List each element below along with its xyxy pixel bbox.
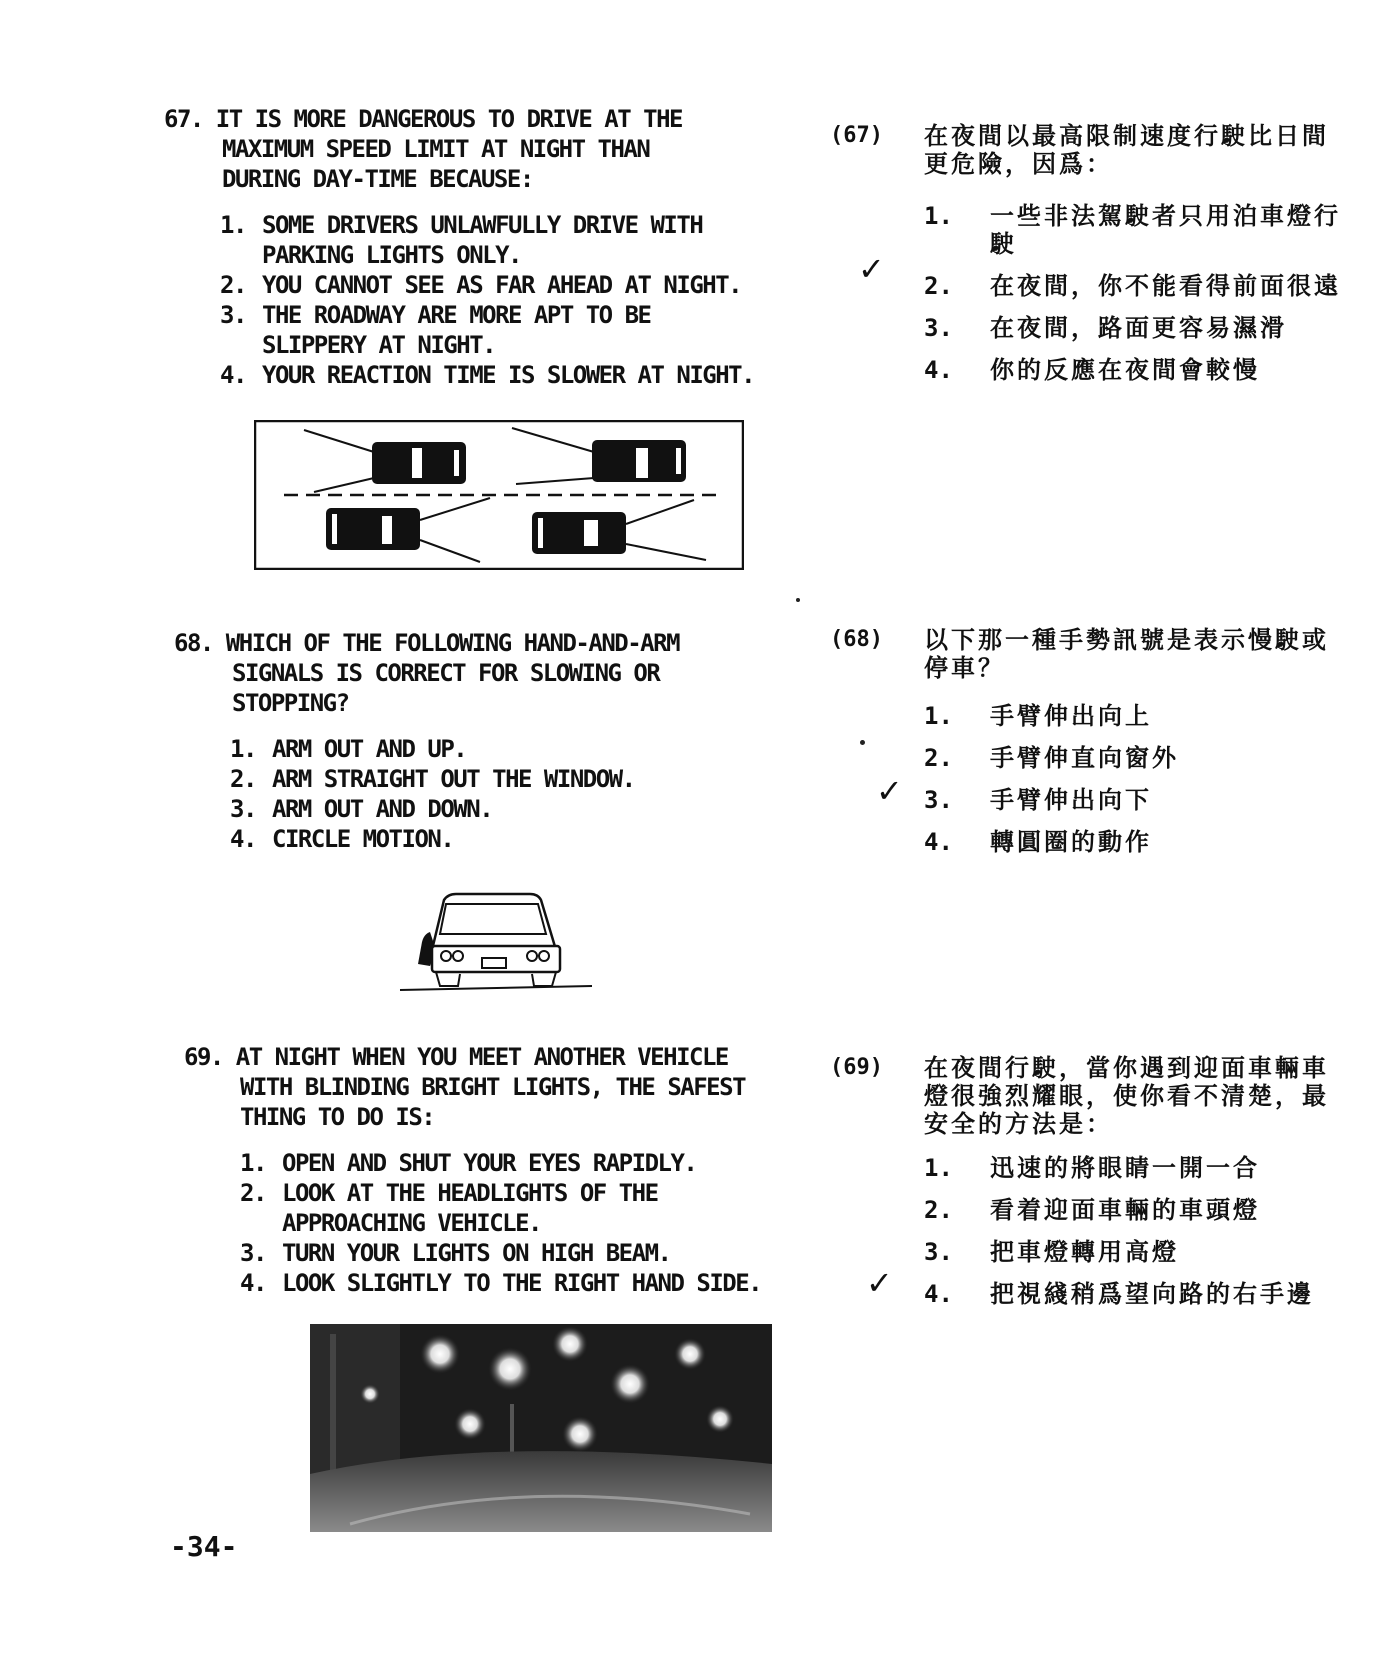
q68-chinese-number: (68) — [830, 627, 883, 652]
q67-stem-line-3: DURING DAY-TIME BECAUSE: — [222, 165, 533, 193]
q69-option-2: 2. LOOK AT THE HEADLIGHTS OF THE APPROACHING VEHICLE. — [240, 1179, 658, 1237]
q67-option-1: 1. SOME DRIVERS UNLAWFULLY DRIVE WITH PARKING LIGHTS ONLY. — [220, 211, 703, 269]
q69-stem-line-3: THING TO DO IS: — [240, 1103, 435, 1131]
q68-english — [174, 628, 679, 854]
q67-stem-line-2: MAXIMUM SPEED LIMIT AT NIGHT THAN — [222, 135, 650, 163]
page-number: -34- — [170, 1530, 238, 1563]
q67-chinese-option-2: 2. 在夜間，你不能看得前面很遠 — [924, 272, 1341, 300]
q69-stem-line-1: 69. AT NIGHT WHEN YOU MEET ANOTHER VEHICLE — [184, 1043, 728, 1071]
q69-chinese-option-2: 2. 看着迎面車輛的車頭燈 — [924, 1196, 1260, 1224]
q67-chinese-option-3: 3. 在夜間，路面更容易濕滑 — [924, 314, 1287, 342]
speck — [796, 598, 800, 602]
q68-answer-check-icon: ✓ — [876, 772, 903, 810]
q68-chinese-option-1: 1. 手臂伸出向上 — [924, 702, 1152, 730]
car-rear-hand-signal — [396, 890, 596, 994]
q68-chinese-option-3: 3. 手臂伸出向下 — [924, 786, 1152, 814]
q68-stem-line-3: STOPPING? — [232, 689, 349, 717]
q69-stem-line-2: WITH BLINDING BRIGHT LIGHTS, THE SAFEST — [240, 1073, 746, 1101]
q68-stem-line-1: 68. WHICH OF THE FOLLOWING HAND-AND-ARM — [174, 629, 680, 657]
q69-chinese-option-4: 4. 把視綫稍爲望向路的右手邊 — [924, 1280, 1314, 1308]
q67-option-3: 3. THE ROADWAY ARE MORE APT TO BE SLIPPERY AT NIGHT. — [220, 301, 651, 359]
q69-chinese-number: (69) — [830, 1055, 883, 1080]
q69-option-1: 1. OPEN AND SHUT YOUR EYES RAPIDLY. — [240, 1149, 697, 1177]
q67-english — [164, 104, 754, 390]
q69-chinese-option-1: 1. 迅速的將眼睛一開一合 — [924, 1154, 1260, 1182]
q69-english — [184, 1042, 761, 1298]
q69-chinese — [830, 1054, 1350, 1308]
q67-stem-line-1: 67. IT IS MORE DANGEROUS TO DRIVE AT THE — [164, 105, 682, 133]
q67-chinese — [830, 122, 1350, 384]
cars-headlights-diagram — [254, 420, 744, 570]
q68-chinese — [830, 626, 1350, 856]
speck — [860, 740, 865, 745]
q67-option-4: 4. YOUR REACTION TIME IS SLOWER AT NIGHT. — [220, 361, 755, 389]
q68-chinese-option-4: 4. 轉圓圈的動作 — [924, 828, 1152, 856]
q67-chinese-option-4: 4. 你的反應在夜間會較慢 — [924, 356, 1260, 384]
q69-option-4: 4. LOOK SLIGHTLY TO THE RIGHT HAND SIDE. — [240, 1269, 762, 1297]
q68-option-3: 3. ARM OUT AND DOWN. — [230, 795, 493, 823]
q69-option-3: 3. TURN YOUR LIGHTS ON HIGH BEAM. — [240, 1239, 671, 1267]
q68-stem-line-2: SIGNALS IS CORRECT FOR SLOWING OR — [232, 659, 660, 687]
q67-chinese-question: 在夜間以最高限制速度行駛比日間更危險，因爲： — [924, 122, 1329, 178]
q69-chinese-option-3: 3. 把車燈轉用高燈 — [924, 1238, 1179, 1266]
q69-answer-check-icon: ✓ — [866, 1264, 893, 1302]
q68-option-4: 4. CIRCLE MOTION. — [230, 825, 454, 853]
q68-option-2: 2. ARM STRAIGHT OUT THE WINDOW. — [230, 765, 635, 793]
q67-option-2: 2. YOU CANNOT SEE AS FAR AHEAD AT NIGHT. — [220, 271, 742, 299]
q68-chinese-question: 以下那一種手勢訊號是表示慢駛或停車？ — [924, 626, 1329, 682]
q67-answer-check-icon: ✓ — [858, 250, 885, 288]
q68-chinese-option-2: 2. 手臂伸直向窗外 — [924, 744, 1179, 772]
q69-chinese-question: 在夜間行駛，當你遇到迎面車輛車燈很強烈耀眼，使你看不清楚，最安全的方法是： — [924, 1054, 1329, 1138]
q68-option-1: 1. ARM OUT AND UP. — [230, 735, 467, 763]
q67-chinese-option-1: 1. 一些非法駕駛者只用泊車燈行駛 — [924, 202, 1341, 258]
night-road-glare-photo — [310, 1324, 772, 1532]
q67-chinese-number: (67) — [830, 123, 883, 148]
